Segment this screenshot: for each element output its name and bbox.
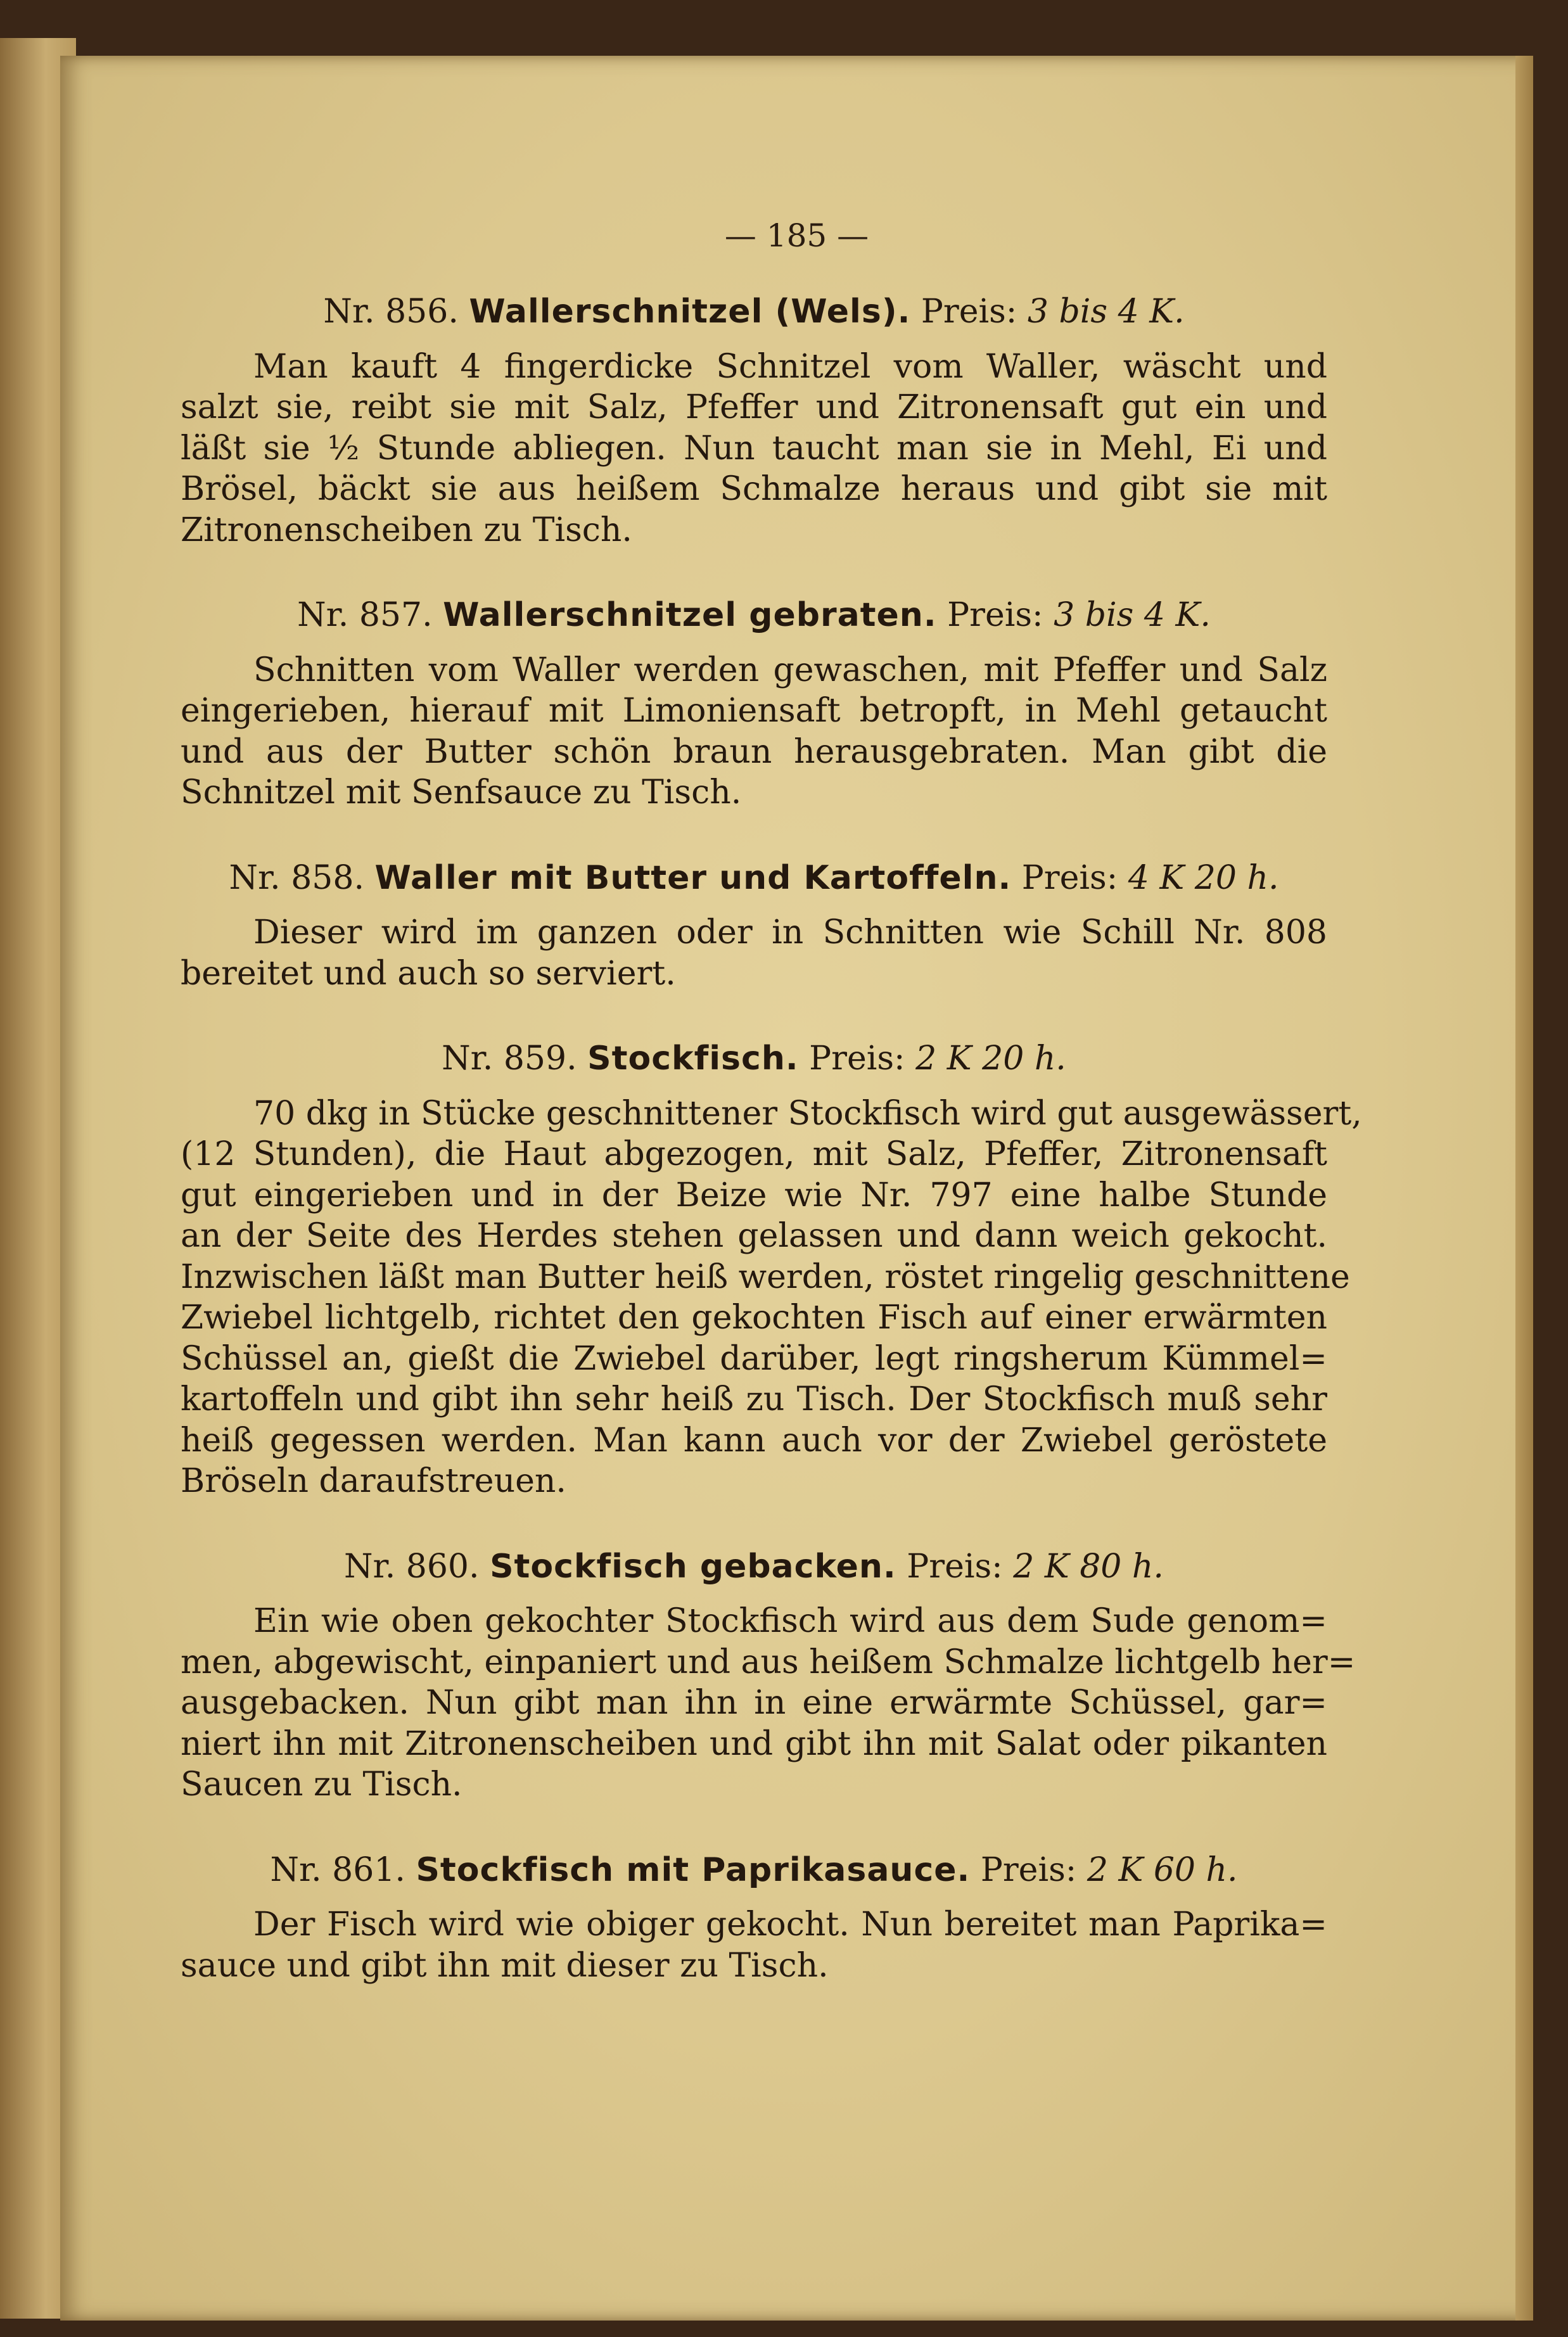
text-line: Dieser wird im ganzen oder in Schnitten wie Schill Nr. 808 (253, 914, 1327, 952)
page-number: — 185 — (724, 217, 869, 254)
recipe-number: Nr. 858. (229, 858, 364, 897)
text-line: salzt sie, reibt sie mit Salz, Pfeffer und Zitronensaft gut ein und (181, 388, 1327, 426)
recipe-title: Wallerschnitzel gebraten. (443, 596, 937, 634)
text-line: niert ihn mit Zitronenscheiben und gibt ihn mit Salat oder pikanten (181, 1724, 1327, 1763)
recipe-number: Nr. 861. (270, 1850, 405, 1889)
text-line: 70 dkg in Stücke geschnittener Stockfisch wird gut ausgewässert, (253, 1094, 1362, 1133)
price-label: Preis: (980, 1850, 1077, 1889)
recipe-entry (181, 1546, 1356, 1805)
text-line: Zwiebel lichtgelb, richtet den gekochten Fisch auf einer erwärmten (181, 1299, 1327, 1337)
price-label: Preis: (907, 1547, 1003, 1586)
recipe-text (181, 1093, 1362, 1502)
text-line: heiß gegessen werden. Man kann auch vor der Zwiebel geröstete (181, 1421, 1327, 1460)
recipe-number: Nr. 857. (297, 596, 433, 634)
recipe-heading (181, 291, 1327, 333)
recipe-text (181, 912, 1327, 994)
recipe-title: Wallerschnitzel (Wels). (469, 293, 911, 331)
text-line: Schnitten vom Waller werden gewaschen, mit Pfeffer und Salz (253, 651, 1327, 689)
recipe-heading (181, 1038, 1327, 1079)
recipe-entry (181, 291, 1327, 551)
text-line: men, abgewischt, einpaniert und aus heißem Schmalze lichtgelb her= (181, 1643, 1356, 1681)
recipe-title: Waller mit Butter und Kartoffeln. (374, 858, 1012, 897)
recipe-number: Nr. 859. (442, 1040, 577, 1078)
page-edge (1515, 56, 1533, 2321)
recipe-text (181, 1601, 1356, 1805)
text-line: Schüssel an, gießt die Zwiebel darüber, legt ringsherum Kümmel= (181, 1339, 1327, 1378)
text-line: läßt sie ½ Stunde abliegen. Nun taucht man sie in Mehl, Ei und (181, 429, 1327, 468)
price-label: Preis: (1021, 858, 1118, 897)
recipe-list (181, 291, 1362, 2030)
text-line: ausgebacken. Nun gibt man ihn in eine erwärmte Schüssel, gar= (181, 1684, 1327, 1722)
price-label: Preis: (809, 1040, 905, 1078)
text-line: an der Seite des Herdes stehen gelassen und dann weich gekocht. (181, 1217, 1327, 1255)
text-line: (12 Stunden), die Haut abgezogen, mit Salz, Pfeffer, Zitronensaft (181, 1135, 1327, 1173)
text-line: eingerieben, hierauf mit Limoniensaft betropft, in Mehl getaucht (181, 692, 1327, 730)
text-line: Ein wie oben gekochter Stockfisch wird aus dem Sude genom= (253, 1602, 1327, 1640)
text-line: bereitet und auch so serviert. (181, 954, 676, 993)
recipe-title: Stockfisch mit Paprikasauce. (416, 1850, 971, 1889)
recipe-heading (181, 595, 1327, 636)
recipe-entry (181, 1038, 1362, 1502)
recipe-heading (181, 858, 1327, 899)
text-line: Man kauft 4 fingerdicke Schnitzel vom Waller, wäscht und (253, 347, 1327, 386)
text-line: Schnitzel mit Senfsauce zu Tisch. (181, 774, 742, 812)
price-value: 2 K 80 h. (1013, 1547, 1164, 1586)
recipe-heading (181, 1850, 1327, 1891)
text-line: Der Fisch wird wie obiger gekocht. Nun bereitet man Paprika= (253, 1906, 1327, 1944)
recipe-entry (181, 858, 1327, 995)
price-label: Preis: (921, 293, 1017, 331)
recipe-title: Stockfisch. (587, 1040, 799, 1078)
recipe-text (181, 650, 1327, 813)
text-line: Zitronenscheiben zu Tisch. (181, 511, 632, 549)
recipe-entry (181, 595, 1327, 813)
price-value: 3 bis 4 K. (1027, 293, 1185, 331)
text-line: kartoffeln und gibt ihn sehr heiß zu Tisch. Der Stockfisch muß sehr (181, 1380, 1327, 1418)
recipe-number: Nr. 860. (344, 1547, 480, 1586)
price-label: Preis: (947, 596, 1043, 634)
recipe-text (181, 1904, 1327, 1986)
text-line: und aus der Butter schön braun herausgebraten. Man gibt die (181, 732, 1327, 771)
text-line: Inzwischen läßt man Butter heiß werden, röstet ringelig geschnittene (181, 1258, 1350, 1296)
price-value: 2 K 60 h. (1087, 1850, 1238, 1889)
text-line: Bröseln daraufstreuen. (181, 1462, 566, 1500)
price-value: 2 K 20 h. (915, 1040, 1066, 1078)
text-line: Brösel, bäckt sie aus heißem Schmalze heraus und gibt sie mit (181, 470, 1327, 508)
price-value: 4 K 20 h. (1128, 858, 1279, 897)
recipe-heading (181, 1546, 1327, 1588)
text-line: sauce und gibt ihn mit dieser zu Tisch. (181, 1946, 829, 1985)
text-line: Saucen zu Tisch. (181, 1766, 462, 1804)
recipe-number: Nr. 856. (323, 293, 459, 331)
text-line: gut eingerieben und in der Beize wie Nr. 797 eine halbe Stunde (181, 1176, 1327, 1214)
price-value: 3 bis 4 K. (1054, 596, 1211, 634)
recipe-entry (181, 1850, 1327, 1987)
recipe-text (181, 347, 1327, 551)
recipe-title: Stockfisch gebacken. (490, 1547, 896, 1586)
